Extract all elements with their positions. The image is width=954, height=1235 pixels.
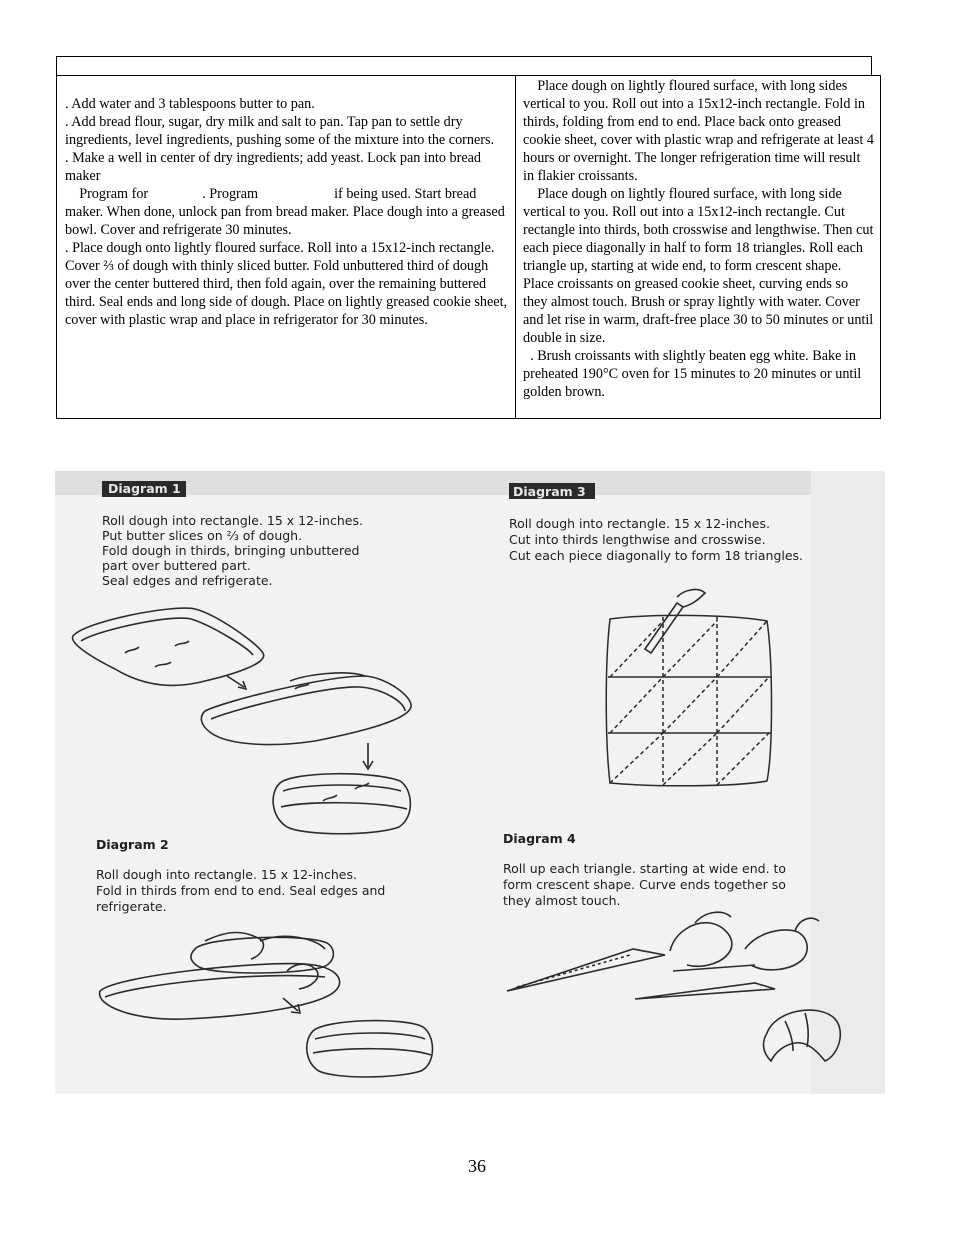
diagram-1-line-5: Seal edges and refrigerate. — [102, 573, 273, 588]
diagram-2-title: Diagram 2 — [96, 837, 169, 852]
step-program — [65, 185, 509, 239]
diagram-4-line-2: form crescent shape. Curve ends together so — [503, 877, 786, 892]
diagram-1-title: Diagram 1 — [108, 481, 181, 496]
diagram-4-title: Diagram 4 — [503, 831, 576, 846]
diagram-3-line-1: Roll dough into rectangle. 15 x 12-inches. — [509, 516, 770, 531]
step-add-water: . Add water and 3 tablespoons butter to pan. — [65, 96, 315, 112]
program-label-a: Program for — [79, 186, 149, 202]
step-bake — [523, 347, 874, 401]
step-roll-out-text: Place dough on lightly floured surface, with long sides vertical to you. Roll out into a 15x12-inch rectangle. Fold in thirds, folding from end to end. Place back onto greased cookie sheet, cover with plastic wrap and refrigerate at least 4 hours or overnight. The longer refrigeration time will result in flakier croissants. — [523, 78, 874, 184]
step-roll-out-refrigerate — [523, 77, 874, 185]
diagram-2-line-1: Roll dough into rectangle. 15 x 12-inches. — [96, 867, 357, 882]
diagram-2-line-3: refrigerate. — [96, 899, 167, 914]
diagram-3-line-3: Cut each piece diagonally to form 18 triangles. — [509, 548, 804, 563]
step-bake-text: . Brush croissants with slightly beaten egg white. Bake in preheated 190°C oven for 15 minutes to 20 minutes or until golden brown. — [523, 348, 862, 400]
step-add-yeast: . Make a well in center of dry ingredients; add yeast. Lock pan into bread maker — [65, 150, 482, 184]
diagram-1-line-2: Put butter slices on ⅔ of dough. — [102, 528, 303, 543]
recipe-title-bar — [56, 56, 872, 76]
step-cut-text: Place dough on lightly floured surface, with long side vertical to you. Roll out into a 15x12-inch rectangle. Cut rectangle into thirds, both crosswise and lengthwise. Then cut each piece diagonally in half to form 18 triangles. Roll each triangle up, starting at wide end, to form crescent shape. Place croissants on greased cookie sheet, curving ends so they almost touch. Brush or spray lightly with water. Cover and let rise in warm, draft-free place 30 to 50 minutes or until double in size. — [523, 186, 874, 346]
instructions-right-column — [516, 76, 880, 418]
diagram-3-title: Diagram 3 — [513, 484, 586, 499]
step-cut-and-shape — [523, 185, 874, 347]
diagram-1-line-1: Roll dough into rectangle. 15 x 12-inches. — [102, 513, 363, 528]
diagram-1-line-4: part over buttered part. — [102, 558, 251, 573]
diagram-2-line-2: Fold in thirds from end to end. Seal edges and — [96, 883, 386, 898]
step-add-dry-ingredients: . Add bread flour, sugar, dry milk and salt to pan. Tap pan to settle dry ingredients, level ingredients, pushing some of the mixture into the corners. — [65, 114, 495, 148]
diagram-4-line-1: Roll up each triangle. starting at wide end. to — [503, 861, 787, 876]
recipe-instructions-table — [56, 75, 881, 419]
program-label-c: if being used. Start bread maker. When done, unlock pan from bread maker. Place dough into a greased bowl. Cover and refrigerate 30 minutes. — [65, 186, 505, 238]
croissant-diagrams-figure — [55, 471, 885, 1094]
step-roll-and-fold: . Place dough onto lightly floured surface. Roll into a 15x12-inch rectangle. Cover ⅔ of dough with thinly sliced butter. Fold unbuttered third of dough over the center buttered third, then fold again, over the remaining buttered third. Seal ends and long side of dough. Place on lightly greased cookie sheet, cover with plastic wrap and place in refrigerator for 30 minutes. — [65, 240, 508, 328]
diagram-3-line-2: Cut into thirds lengthwise and crosswise. — [509, 532, 766, 547]
page-number: 36 — [468, 1156, 486, 1176]
diagram-4-line-3: they almost touch. — [503, 893, 621, 908]
program-label-b: . Program — [202, 186, 259, 202]
instructions-left-column — [57, 76, 516, 418]
diagram-1-line-3: Fold dough in thirds, bringing unbuttered — [102, 543, 360, 558]
